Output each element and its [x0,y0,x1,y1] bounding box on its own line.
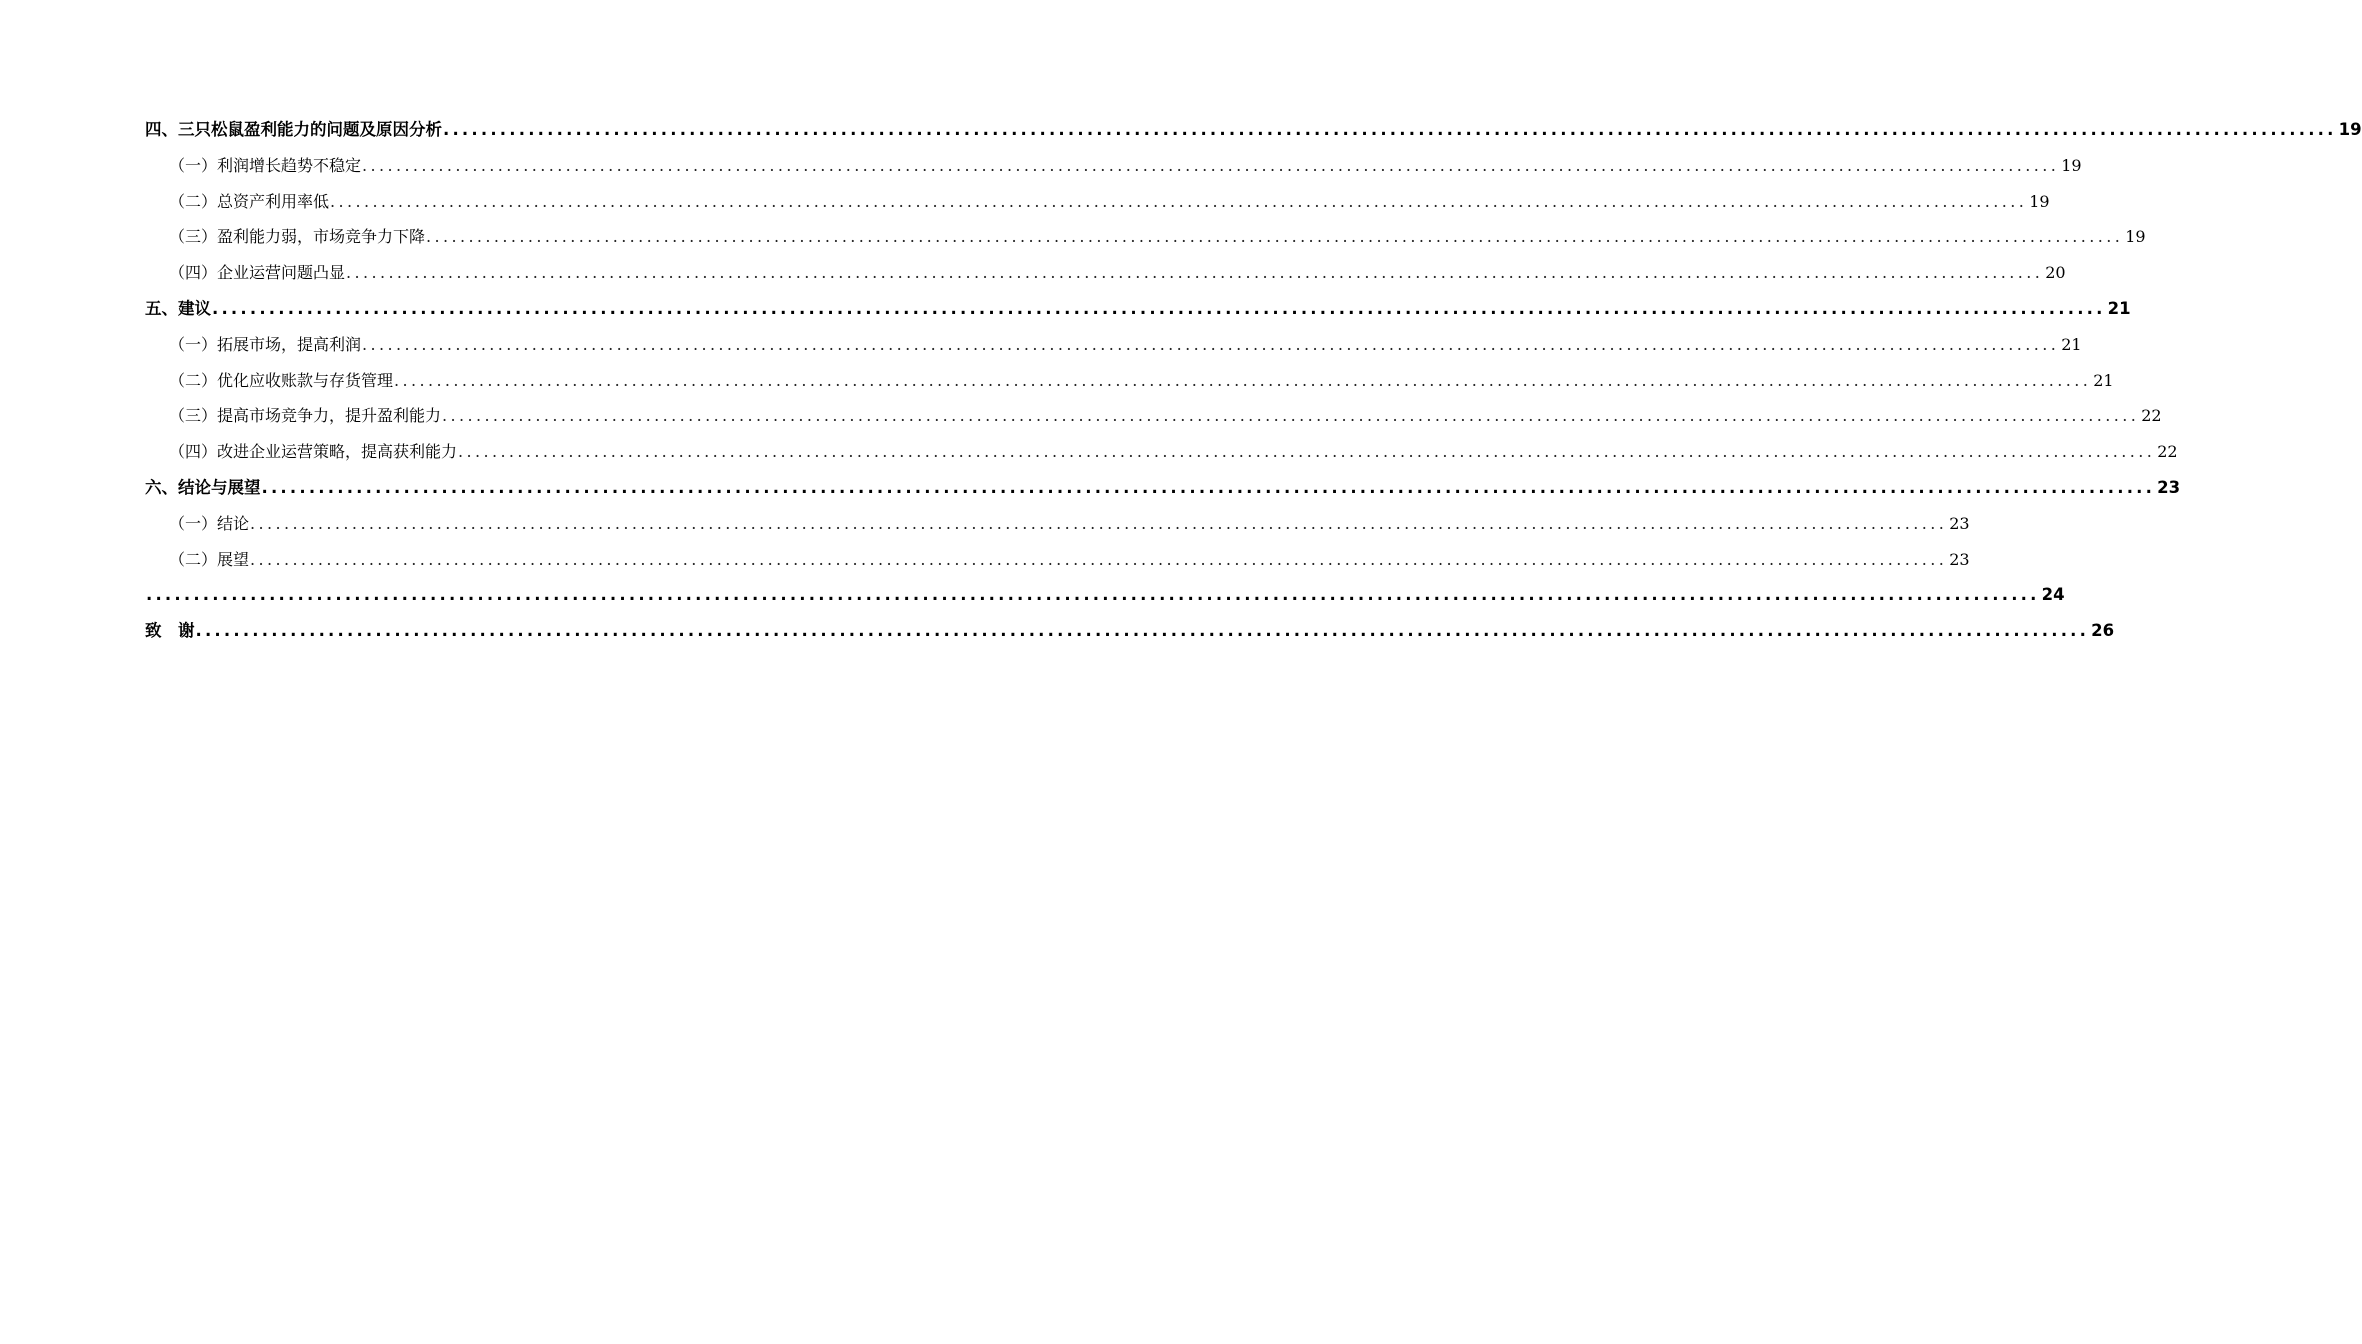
toc-entry-conclusion-outlook[interactable] [145,470,2181,506]
toc-entry-title: 六、结论与展望 [145,477,261,497]
toc-entry-page: 23 [2157,477,2181,497]
toc-entry-outlook[interactable] [145,542,1970,578]
toc-entry-page: 26 [2091,621,2115,641]
toc-entry-page: 21 [2093,370,2114,390]
toc-entry-page: 22 [2157,442,2178,462]
toc-entry-title: （一）拓展市场，提高利润 [169,334,362,354]
toc-entry-page: 19 [2338,120,2362,139]
toc-dot-leader: ........................................................................................................................................................................................................ [261,477,2156,497]
toc-entry-page: 20 [2045,263,2066,283]
toc-entry-title: （四）企业运营问题凸显 [169,263,346,283]
toc-entry-title: （二）优化应收账款与存货管理 [169,370,394,390]
toc-entry-acknowledgements[interactable] [145,613,2115,649]
toc-dot-leader: ........................................................................................................................................................................................................ [250,549,1948,569]
toc-dot-leader: ........................................................................................................................................................................................................ [146,585,2040,605]
toc-entry-page: 19 [2125,227,2146,247]
toc-entry-page: 21 [2061,334,2082,354]
toc-entry-receivables-inventory[interactable] [145,363,2114,399]
toc-entry-page: 24 [2041,585,2065,605]
toc-dot-leader: ........................................................................................................................................................................................................ [362,334,2060,354]
toc-entry-competitiveness[interactable] [145,398,2162,434]
toc-entry-title: （二）总资产利用率低 [169,191,330,211]
toc-entry-problems-analysis[interactable] [145,112,2362,148]
toc-dot-leader: ........................................................................................................................................................................................................ [330,191,2028,211]
toc-dot-leader: ........................................................................................................................................................................................................ [346,263,2044,283]
toc-entry-untitled[interactable] [145,577,2065,613]
toc-entry-title: （三）提高市场竞争力，提升盈利能力 [169,406,442,426]
toc-dot-leader: ........................................................................................................................................................................................................ [362,155,2060,175]
toc-entry-page: 19 [2061,155,2082,175]
toc-entry-title: （一）利润增长趋势不稳定 [169,155,362,175]
toc-entry-page: 21 [2107,298,2131,318]
toc-entry-page: 23 [1949,549,1970,569]
toc-entry-page: 19 [2029,191,2050,211]
toc-entry-page: 22 [2141,406,2162,426]
toc-entry-conclusion[interactable] [145,506,1970,542]
table-of-contents [145,112,2362,649]
toc-dot-leader: ........................................................................................................................................................................................................ [250,513,1948,533]
toc-dot-leader: ........................................................................................................................................................................................................ [426,227,2124,247]
toc-entry-operation-strategy[interactable] [145,434,2178,470]
toc-entry-page: 23 [1949,513,1970,533]
toc-entry-title: 致 谢 [145,621,195,641]
toc-entry-expand-market[interactable] [145,327,2082,363]
toc-entry-weak-profitability[interactable] [145,219,2146,255]
toc-entry-operation-issues[interactable] [145,255,2066,291]
toc-entry-asset-utilization[interactable] [145,184,2050,220]
toc-entry-title: （三）盈利能力弱，市场竞争力下降 [169,227,426,247]
toc-dot-leader: ........................................................................................................................................................................................................ [458,442,2156,462]
toc-entry-title: （一）结论 [169,513,250,533]
toc-dot-leader: ........................................................................................................................................................................................................ [394,370,2092,390]
toc-dot-leader: ........................................................................................................................................................................................................ [212,298,2106,318]
toc-entry-title: （二）展望 [169,549,250,569]
toc-dot-leader: ........................................................................................................................................................................................................ [195,621,2090,641]
toc-dot-leader: ........................................................................................................................................................................................................ [442,406,2140,426]
toc-entry-profit-trend[interactable] [145,148,2082,184]
toc-entry-suggestions[interactable] [145,291,2131,327]
toc-entry-title: （四）改进企业运营策略，提高获利能力 [169,442,458,462]
toc-entry-title: 五、建议 [145,298,211,318]
toc-dot-leader: ........................................................................................................................................................................................................ [443,120,2337,139]
toc-entry-title: 四、三只松鼠盈利能力的问题及原因分析 [145,120,442,139]
